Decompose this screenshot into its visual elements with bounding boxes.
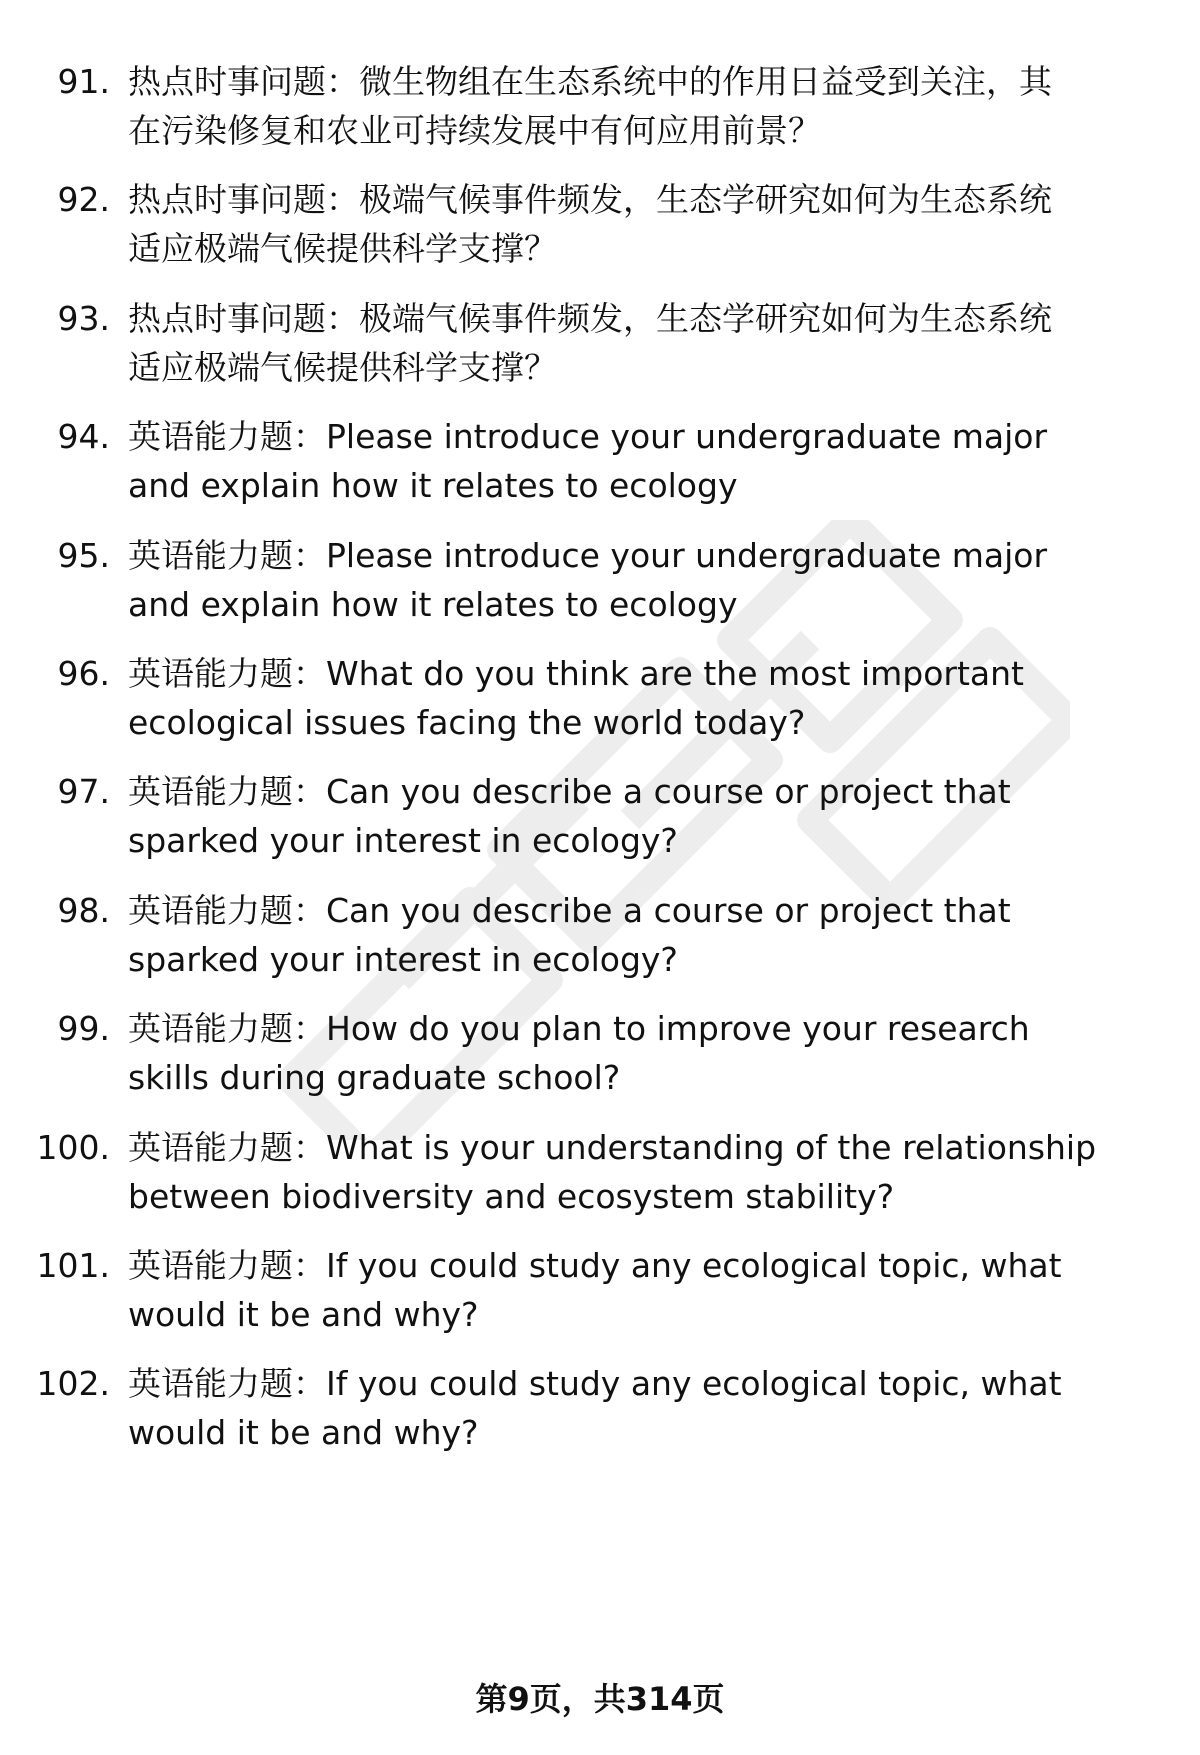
question-text-line: 英语能力题：What is your understanding of the relationship <box>128 1128 1097 1167</box>
question-text-line: 英语能力题：Please introduce your undergraduate major <box>128 536 1048 575</box>
question-number: 95. <box>57 536 110 575</box>
question-item <box>0 1359 1200 1459</box>
question-text-line: 热点时事问题：极端气候事件频发，生态学研究如何为生态系统 <box>128 180 1052 219</box>
question-item <box>0 412 1200 512</box>
question-text-line: 英语能力题：Can you describe a course or project that <box>128 891 1011 930</box>
question-text <box>128 767 1153 865</box>
question-item <box>0 649 1200 749</box>
question-text-line: 在污染修复和农业可持续发展中有何应用前景？ <box>128 111 821 150</box>
question-text-line: sparked your interest in ecology? <box>128 821 678 860</box>
question-text-line: would it be and why? <box>128 1295 479 1334</box>
question-item <box>0 1241 1200 1341</box>
question-number: 98. <box>57 891 110 930</box>
question-text-line: sparked your interest in ecology? <box>128 940 678 979</box>
page-number: 第9页，共314页 <box>475 1680 725 1718</box>
question-number: 102. <box>36 1364 110 1403</box>
question-text-line: 热点时事问题：极端气候事件频发，生态学研究如何为生态系统 <box>128 299 1052 338</box>
question-text <box>128 649 1153 747</box>
question-number: 91. <box>57 62 110 101</box>
question-text <box>128 1359 1153 1457</box>
question-item <box>0 886 1200 986</box>
question-text-line: 英语能力题：Can you describe a course or project that <box>128 772 1011 811</box>
question-text-line: 英语能力题：Please introduce your undergraduate major <box>128 417 1048 456</box>
question-number: 100. <box>36 1128 110 1167</box>
question-number: 97. <box>57 772 110 811</box>
question-item <box>0 175 1200 275</box>
question-text-line: and explain how it relates to ecology <box>128 466 738 505</box>
question-number: 93. <box>57 299 110 338</box>
question-item <box>0 531 1200 631</box>
question-text-line: 适应极端气候提供科学支撑？ <box>128 348 557 387</box>
question-text-line: skills during graduate school? <box>128 1058 621 1097</box>
question-text-line: 英语能力题：If you could study any ecological topic, what <box>128 1364 1062 1403</box>
question-item <box>0 767 1200 867</box>
question-number: 101. <box>36 1246 110 1285</box>
question-text <box>128 886 1153 984</box>
question-text <box>128 294 1153 392</box>
question-text-line: 英语能力题：What do you think are the most important <box>128 654 1024 693</box>
question-item <box>0 57 1200 157</box>
question-text-line: 英语能力题：How do you plan to improve your research <box>128 1009 1030 1048</box>
question-text <box>128 57 1153 155</box>
question-text-line: 热点时事问题：微生物组在生态系统中的作用日益受到关注，其 <box>128 62 1052 101</box>
question-text <box>128 531 1153 629</box>
question-text-line: between biodiversity and ecosystem stability? <box>128 1177 895 1216</box>
question-text-line: and explain how it relates to ecology <box>128 585 738 624</box>
question-number: 92. <box>57 180 110 219</box>
question-item <box>0 294 1200 394</box>
question-number: 94. <box>57 417 110 456</box>
question-number: 96. <box>57 654 110 693</box>
question-text <box>128 412 1153 510</box>
question-text <box>128 1004 1153 1102</box>
question-text-line: 英语能力题：If you could study any ecological topic, what <box>128 1246 1062 1285</box>
question-text <box>128 175 1153 273</box>
question-text-line: ecological issues facing the world today? <box>128 703 806 742</box>
question-text-line: 适应极端气候提供科学支撑？ <box>128 229 557 268</box>
question-item <box>0 1123 1200 1223</box>
question-text-line: would it be and why? <box>128 1413 479 1452</box>
question-text <box>128 1241 1153 1339</box>
question-item <box>0 1004 1200 1104</box>
question-number: 99. <box>57 1009 110 1048</box>
question-text <box>128 1123 1153 1221</box>
